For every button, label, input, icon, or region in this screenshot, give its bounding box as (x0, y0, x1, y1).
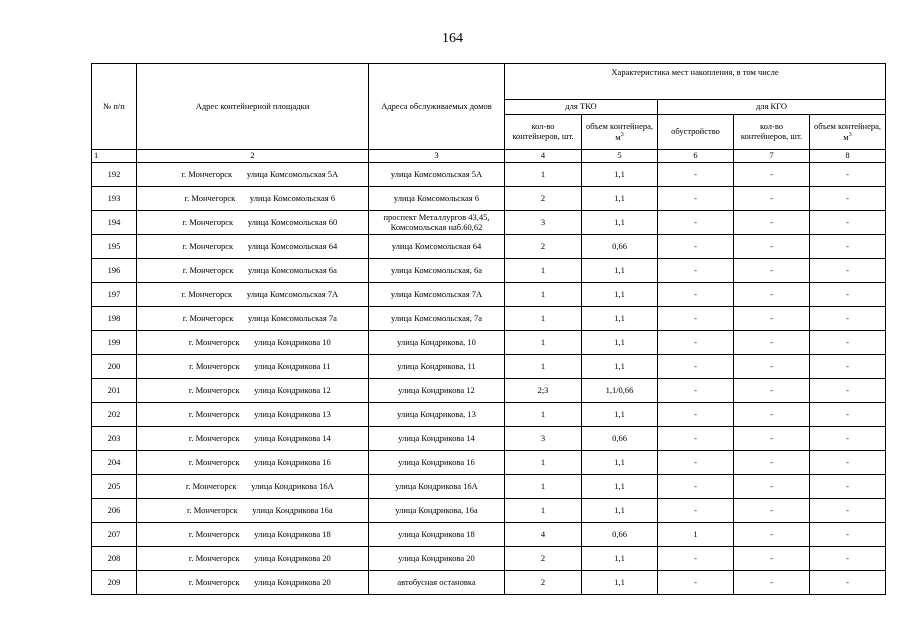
row-number: 205 (92, 475, 137, 499)
tko-container-volume: 1,1 (582, 547, 658, 571)
served-houses: улица Кондрикова 16 (369, 451, 505, 475)
row-number: 204 (92, 451, 137, 475)
tko-container-volume: 1,1 (582, 499, 658, 523)
kgo-arrangement: 1 (658, 523, 734, 547)
site-street: улица Кондрикова 20 (254, 552, 331, 563)
kgo-container-volume: - (810, 331, 886, 355)
header-kgo: для КГО (658, 100, 886, 115)
kgo-container-count: - (734, 475, 810, 499)
row-number: 193 (92, 187, 137, 211)
served-houses: улица Кондрикова, 11 (369, 355, 505, 379)
kgo-arrangement: - (658, 451, 734, 475)
site-city: г. Мончегорск (188, 384, 240, 395)
served-houses: улица Комсомольская 64 (369, 235, 505, 259)
kgo-container-volume: - (810, 235, 886, 259)
header-num: № п/п (92, 64, 137, 150)
tko-container-volume: 1,1 (582, 451, 658, 475)
site-city: г. Мончегорск (189, 360, 240, 371)
kgo-arrangement: - (658, 259, 734, 283)
row-number: 195 (92, 235, 137, 259)
served-houses: улица Кондрикова 12 (369, 379, 505, 403)
kgo-container-volume: - (810, 307, 886, 331)
kgo-container-volume: - (810, 163, 886, 187)
row-number: 197 (92, 283, 137, 307)
kgo-container-volume: - (810, 451, 886, 475)
site-street: улица Комсомольская 6 (249, 192, 336, 203)
tko-container-count: 1 (505, 451, 582, 475)
table-row (92, 427, 886, 451)
served-houses: улица Комсомольская, 7а (369, 307, 505, 331)
page-number: 164 (442, 31, 463, 46)
row-number: 202 (92, 403, 137, 427)
table-row (92, 331, 886, 355)
served-houses: улица Комсомольская 7А (369, 283, 505, 307)
column-number: 2 (137, 150, 369, 163)
tko-container-volume: 0,66 (582, 427, 658, 451)
row-number: 192 (92, 163, 137, 187)
kgo-container-count: - (734, 187, 810, 211)
table-row (92, 499, 886, 523)
tko-container-count: 1 (505, 475, 582, 499)
kgo-arrangement: - (658, 403, 734, 427)
site-address (137, 187, 369, 211)
site-address (137, 235, 369, 259)
tko-container-count: 1 (505, 307, 582, 331)
kgo-container-count: - (734, 571, 810, 595)
site-city: г. Мончегорск (182, 264, 234, 275)
site-city: г. Мончегорск (187, 504, 238, 515)
kgo-arrangement: - (658, 307, 734, 331)
kgo-container-volume: - (810, 283, 886, 307)
kgo-container-count: - (734, 427, 810, 451)
site-address (137, 475, 369, 499)
header-tko: для ТКО (505, 100, 658, 115)
kgo-container-count: - (734, 523, 810, 547)
kgo-container-count: - (734, 547, 810, 571)
column-number: 4 (505, 150, 582, 163)
row-number: 196 (92, 259, 137, 283)
kgo-container-volume: - (810, 379, 886, 403)
kgo-container-volume: - (810, 499, 886, 523)
table-row (92, 307, 886, 331)
tko-container-count: 1 (505, 259, 582, 283)
site-street: улица Кондрикова 16а (252, 504, 333, 515)
row-number: 201 (92, 379, 137, 403)
kgo-container-volume: - (810, 571, 886, 595)
kgo-container-count: - (734, 259, 810, 283)
tko-container-volume: 1,1 (582, 211, 658, 235)
row-number: 208 (92, 547, 137, 571)
served-houses: улица Кондрикова 20 (369, 547, 505, 571)
tko-container-count: 3 (505, 427, 582, 451)
site-street: улица Кондрикова 14 (254, 432, 331, 443)
header-houses: Адреса обслуживаемых домов (369, 64, 505, 150)
kgo-arrangement: - (658, 427, 734, 451)
site-city: г. Мончегорск (188, 456, 240, 467)
site-street: улица Комсомольская 64 (247, 240, 338, 251)
table-row (92, 475, 886, 499)
header-characteristics: Характеристика мест накопления, в том числе (505, 64, 886, 100)
tko-container-count: 2;3 (505, 379, 582, 403)
kgo-arrangement: - (658, 355, 734, 379)
kgo-arrangement: - (658, 283, 734, 307)
header-tko-count: кол-во контейнеров, шт. (505, 115, 582, 150)
served-houses: автобусная остановка (369, 571, 505, 595)
tko-container-volume: 1,1 (582, 259, 658, 283)
site-street: улица Комсомольская 6а (248, 264, 337, 275)
kgo-container-count: - (734, 211, 810, 235)
tko-container-volume: 1,1 (582, 403, 658, 427)
tko-container-volume: 1,1 (582, 307, 658, 331)
table-row (92, 355, 886, 379)
tko-container-volume: 1,1/0,66 (582, 379, 658, 403)
row-number: 207 (92, 523, 137, 547)
site-street: улица Кондрикова 13 (254, 408, 331, 419)
tko-container-count: 3 (505, 211, 582, 235)
site-city: г. Мончегорск (188, 576, 240, 587)
tko-container-volume: 1,1 (582, 475, 658, 499)
table-row (92, 571, 886, 595)
kgo-container-volume: - (810, 355, 886, 379)
site-address (137, 163, 369, 187)
site-address (137, 523, 369, 547)
tko-container-volume: 1,1 (582, 283, 658, 307)
kgo-container-count: - (734, 235, 810, 259)
column-number: 5 (582, 150, 658, 163)
site-address (137, 211, 369, 235)
site-address (137, 259, 369, 283)
tko-container-volume: 1,1 (582, 163, 658, 187)
row-number: 194 (92, 211, 137, 235)
tko-container-volume: 1,1 (582, 331, 658, 355)
kgo-container-volume: - (810, 547, 886, 571)
kgo-container-count: - (734, 499, 810, 523)
served-houses: улица Комсомольская 5А (369, 163, 505, 187)
container-sites-table (91, 63, 886, 595)
served-houses: улица Кондрикова, 13 (369, 403, 505, 427)
site-address (137, 307, 369, 331)
table-row (92, 283, 886, 307)
site-street: улица Кондрикова 20 (254, 576, 331, 587)
site-city: г. Мончегорск (182, 312, 234, 323)
table-row (92, 403, 886, 427)
kgo-container-volume: - (810, 211, 886, 235)
table-row (92, 451, 886, 475)
row-number: 200 (92, 355, 137, 379)
kgo-container-count: - (734, 307, 810, 331)
kgo-arrangement: - (658, 331, 734, 355)
tko-container-volume: 0,66 (582, 235, 658, 259)
site-city: г. Мончегорск (188, 552, 240, 563)
kgo-container-volume: - (810, 187, 886, 211)
tko-container-count: 2 (505, 187, 582, 211)
kgo-arrangement: - (658, 475, 734, 499)
served-houses: проспект Металлургов 43,45, Комсомольская наб.60,62 (369, 211, 505, 235)
tko-container-count: 1 (505, 355, 582, 379)
tko-container-volume: 1,1 (582, 355, 658, 379)
site-address (137, 451, 369, 475)
site-city: г. Мончегорск (188, 528, 240, 539)
kgo-arrangement: - (658, 211, 734, 235)
served-houses: улица Комсомольская, 6а (369, 259, 505, 283)
header-kgo-arrangement: обустройство (658, 115, 734, 150)
table-row (92, 259, 886, 283)
site-address (137, 379, 369, 403)
tko-container-count: 4 (505, 523, 582, 547)
kgo-container-count: - (734, 379, 810, 403)
table-row (92, 379, 886, 403)
row-number: 198 (92, 307, 137, 331)
served-houses: улица Кондрикова 14 (369, 427, 505, 451)
site-city: г. Мончегорск (181, 288, 233, 299)
site-address (137, 547, 369, 571)
kgo-container-count: - (734, 451, 810, 475)
table-row (92, 187, 886, 211)
header-address: Адрес контейнерной площадки (137, 64, 369, 150)
table-row (92, 547, 886, 571)
table-row (92, 163, 886, 187)
site-address (137, 331, 369, 355)
site-address (137, 283, 369, 307)
site-street: улица Кондрикова 16А (251, 480, 334, 491)
row-number: 206 (92, 499, 137, 523)
site-address (137, 499, 369, 523)
site-city: г. Мончегорск (188, 432, 240, 443)
site-street: улица Кондрикова 12 (254, 384, 331, 395)
table-row (92, 523, 886, 547)
column-number: 3 (369, 150, 505, 163)
site-city: г. Мончегорск (182, 240, 234, 251)
column-number: 6 (658, 150, 734, 163)
row-number: 209 (92, 571, 137, 595)
site-street: улица Кондрикова 11 (254, 360, 331, 371)
site-address (137, 355, 369, 379)
served-houses: улица Комсомольская 6 (369, 187, 505, 211)
served-houses: улица Кондрикова, 10 (369, 331, 505, 355)
kgo-container-count: - (734, 283, 810, 307)
site-city: г. Мончегорск (184, 192, 236, 203)
site-street: улица Кондрикова 18 (254, 528, 331, 539)
tko-container-count: 1 (505, 163, 582, 187)
kgo-arrangement: - (658, 379, 734, 403)
site-city: г. Мончегорск (188, 336, 240, 347)
header-tko-volume: объем контейнера, $м^3$ (582, 115, 658, 150)
tko-container-volume: 1,1 (582, 187, 658, 211)
site-city: г. Мончегорск (188, 408, 240, 419)
served-houses: улица Кондрикова 18 (369, 523, 505, 547)
site-street: улица Кондрикова 10 (254, 336, 331, 347)
table-row (92, 235, 886, 259)
site-street: улица Комсомольская 60 (247, 216, 338, 227)
site-city: г. Мончегорск (181, 168, 233, 179)
kgo-container-volume: - (810, 427, 886, 451)
kgo-arrangement: - (658, 163, 734, 187)
kgo-container-count: - (734, 355, 810, 379)
kgo-arrangement: - (658, 547, 734, 571)
tko-container-count: 1 (505, 283, 582, 307)
column-number: 1 (92, 150, 137, 163)
tko-container-volume: 1,1 (582, 571, 658, 595)
tko-container-count: 1 (505, 331, 582, 355)
site-address (137, 403, 369, 427)
tko-container-count: 1 (505, 403, 582, 427)
kgo-container-count: - (734, 163, 810, 187)
kgo-container-count: - (734, 403, 810, 427)
site-street: улица Комсомольская 5А (246, 168, 339, 179)
kgo-arrangement: - (658, 499, 734, 523)
tko-container-count: 1 (505, 499, 582, 523)
tko-container-volume: 0,66 (582, 523, 658, 547)
tko-container-count: 2 (505, 571, 582, 595)
table-row (92, 211, 886, 235)
kgo-container-volume: - (810, 523, 886, 547)
tko-container-count: 2 (505, 547, 582, 571)
served-houses: улица Кондрикова, 16а (369, 499, 505, 523)
served-houses: улица Кондрикова 16А (369, 475, 505, 499)
header-kgo-volume: объем контейнера, $м^3$ (810, 115, 886, 150)
site-street: улица Комсомольская 7а (248, 312, 337, 323)
site-address (137, 571, 369, 595)
kgo-container-volume: - (810, 403, 886, 427)
site-street: улица Комсомольская 7А (246, 288, 339, 299)
column-number: 8 (810, 150, 886, 163)
site-city: г. Мончегорск (182, 216, 234, 227)
row-number: 203 (92, 427, 137, 451)
site-address (137, 427, 369, 451)
site-street: улица Кондрикова 16 (254, 456, 331, 467)
column-number: 7 (734, 150, 810, 163)
kgo-arrangement: - (658, 187, 734, 211)
row-number: 199 (92, 331, 137, 355)
kgo-container-count: - (734, 331, 810, 355)
tko-container-count: 2 (505, 235, 582, 259)
kgo-container-volume: - (810, 475, 886, 499)
kgo-arrangement: - (658, 571, 734, 595)
site-city: г. Мончегорск (185, 480, 237, 491)
header-kgo-count: кол-во контейнеров, шт. (734, 115, 810, 150)
kgo-container-volume: - (810, 259, 886, 283)
kgo-arrangement: - (658, 235, 734, 259)
